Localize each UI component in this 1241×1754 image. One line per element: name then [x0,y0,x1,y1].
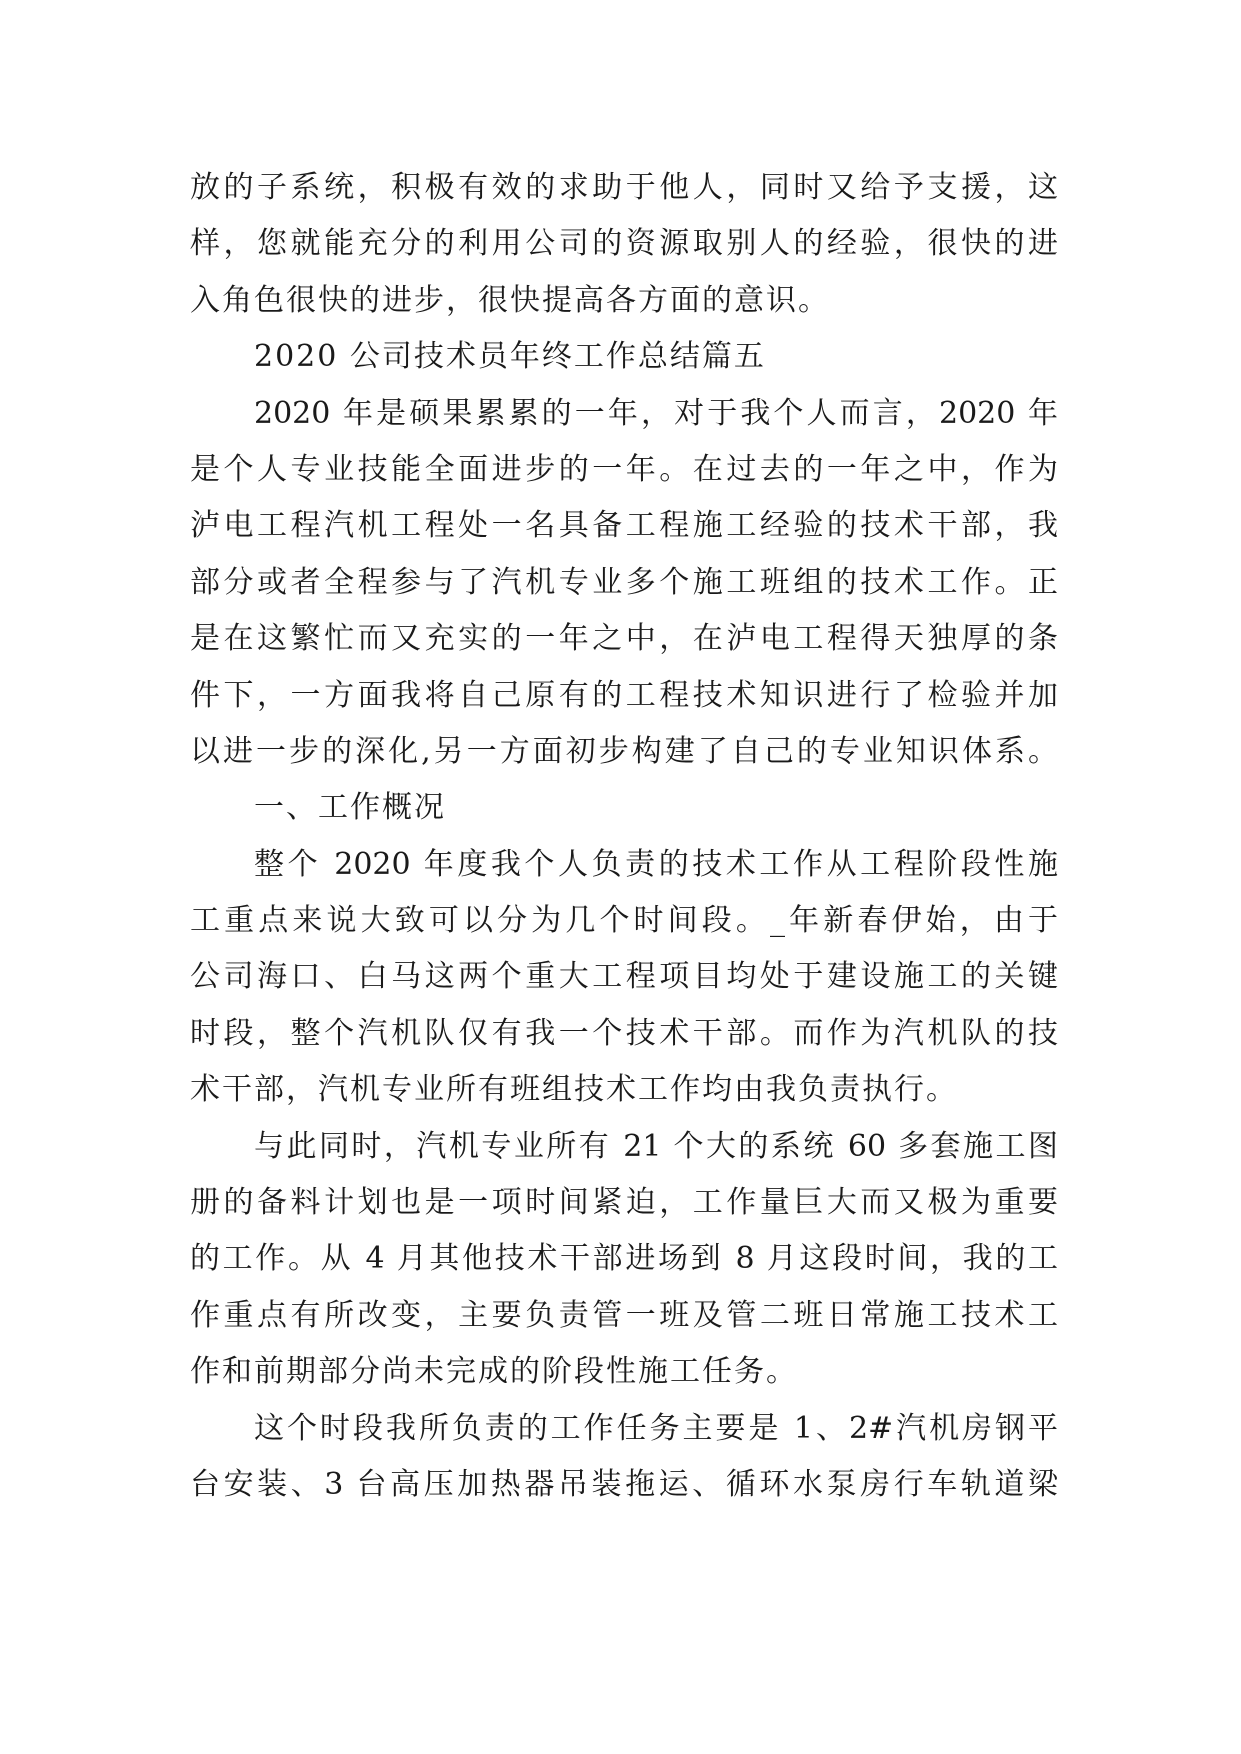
text-line: 作和前期部分尚未完成的阶段性施工任务。 [190,1354,798,1390]
text-line: 台安装、3 台高压加热器吊装拖运、循环水泵房行车轨道梁 [190,1466,1058,1502]
text-line: 是个人专业技能全面进步的一年。在过去的一年之中，作为 [190,451,1058,487]
text-line: 整个 2020 年度我个人负责的技术工作从工程阶段性施 [254,846,1058,882]
text-line: 作重点有所改变，主要负责管一班及管二班日常施工技术工 [190,1297,1058,1333]
text-line: 部分或者全程参与了汽机专业多个施工班组的技术工作。正 [190,564,1058,600]
text-line: 以进一步的深化,另一方面初步构建了自己的专业知识体系。 [190,733,1058,769]
text-line: 件下，一方面我将自己原有的工程技术知识进行了检验并加 [190,677,1058,713]
section-heading: 一、工作概况 [254,790,446,826]
document-body [190,160,1058,1513]
text-line: 册的备料计划也是一项时间紧迫，工作量巨大而又极为重要 [190,1185,1058,1221]
text-line: 这个时段我所负责的工作任务主要是 1、2#汽机房钢平 [254,1410,1058,1446]
text-line: 术干部，汽机专业所有班组技术工作均由我负责执行。 [190,1072,958,1108]
text-line: 2020 年是硕果累累的一年，对于我个人而言，2020 年 [254,395,1058,431]
text-line: 工重点来说大致可以分为几个时间段。_年新春伊始，由于 [190,903,1058,939]
text-line: 的工作。从 4 月其他技术干部进场到 8 月这段时间，我的工 [190,1241,1058,1277]
text-line: 样，您就能充分的利用公司的资源取别人的经验，很快的进 [190,226,1058,262]
text-line: 入角色很快的进步，很快提高各方面的意识。 [190,282,830,318]
text-line: 与此同时，汽机专业所有 21 个大的系统 60 多套施工图 [254,1128,1058,1164]
text-line: 时段，整个汽机队仅有我一个技术干部。而作为汽机队的技 [190,1015,1058,1051]
text-line: 公司海口、白马这两个重大工程项目均处于建设施工的关键 [190,959,1058,995]
section-title: 2020 公司技术员年终工作总结篇五 [254,339,766,375]
text-line: 放的子系统，积极有效的求助于他人，同时又给予支援，这 [190,170,1058,205]
text-line: 是在这繁忙而又充实的一年之中，在泸电工程得天独厚的条 [190,621,1058,657]
text-line: 泸电工程汽机工程处一名具备工程施工经验的技术干部，我 [190,508,1058,544]
